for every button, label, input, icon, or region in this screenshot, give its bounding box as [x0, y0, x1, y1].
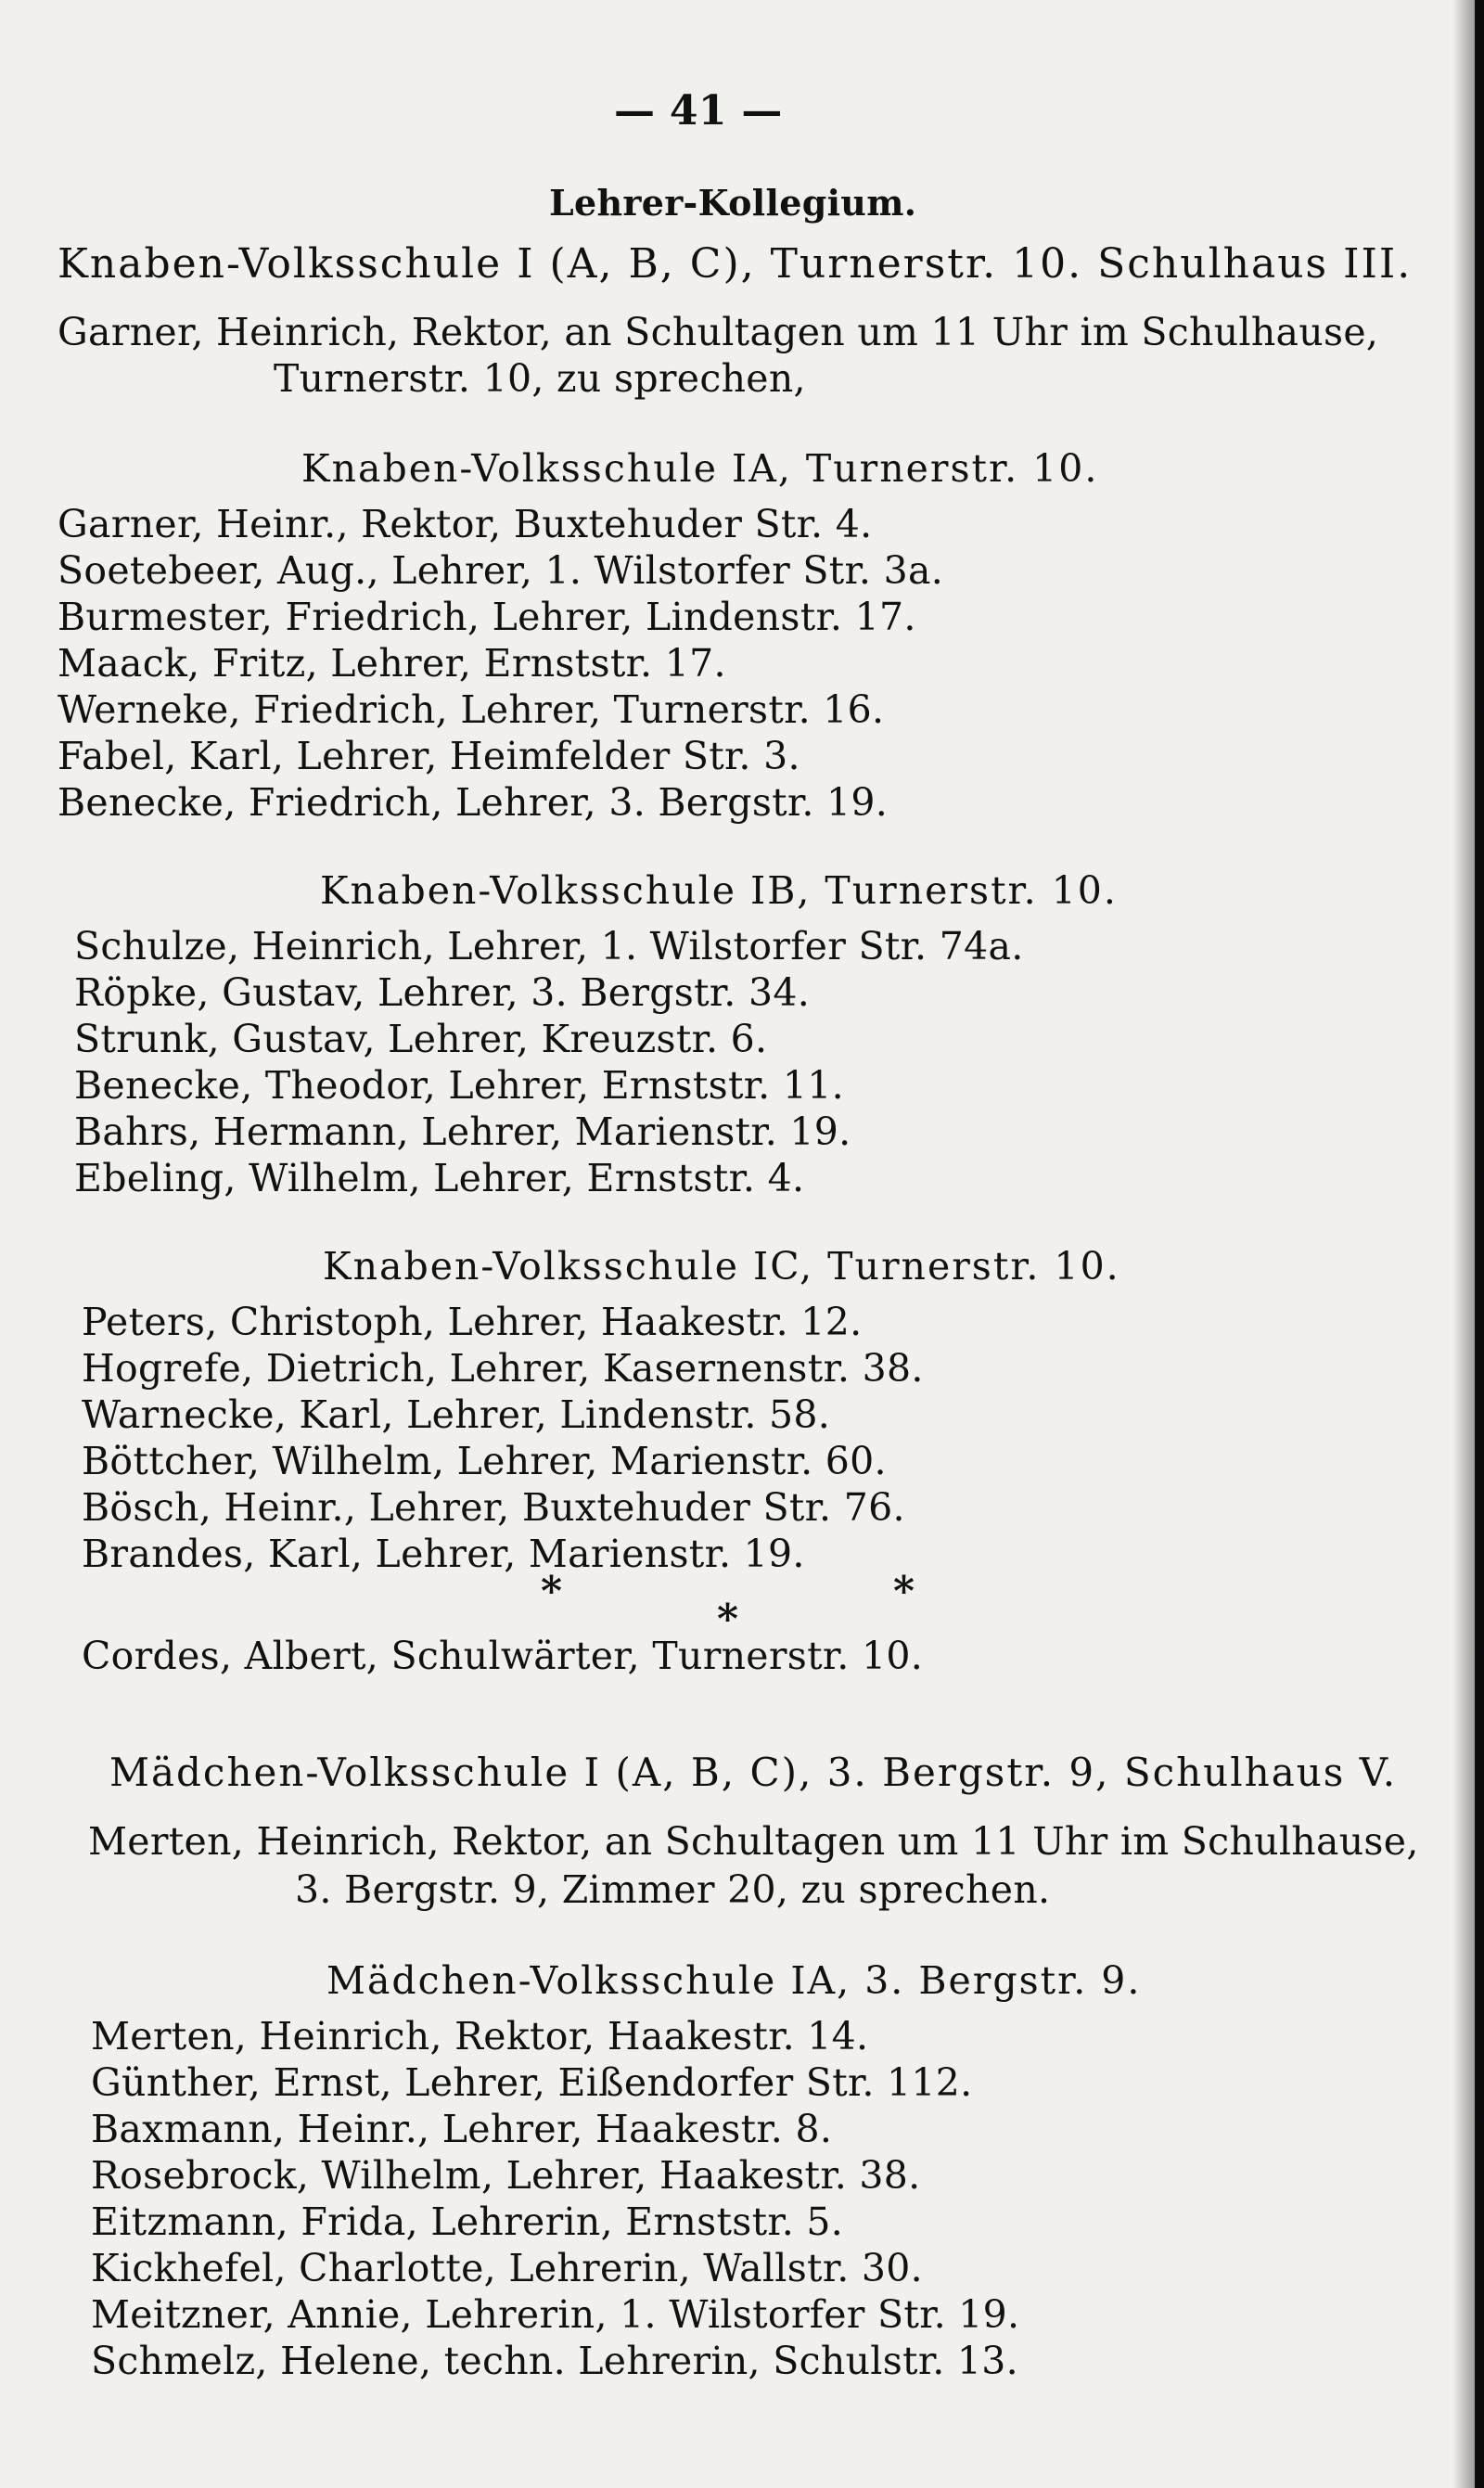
list-item: Strunk, Gustav, Lehrer, Kreuzstr. 6.	[74, 1017, 768, 1061]
list-item: Baxmann, Heinr., Lehrer, Haakestr. 8.	[91, 2107, 833, 2151]
section-title-maedchen: Mädchen-Volksschule I (A, B, C), 3. Bergstr. 9, Schulhaus V.	[109, 1750, 1398, 1795]
rector-line: Turnerstr. 10, zu sprechen,	[274, 356, 806, 401]
list-item: Rosebrock, Wilhelm, Lehrer, Haakestr. 38.	[91, 2153, 921, 2198]
list-item: Kickhefel, Charlotte, Lehrerin, Wallstr. 30.	[91, 2246, 924, 2290]
school-warden: Cordes, Albert, Schulwärter, Turnerstr. 10.	[82, 1634, 924, 1678]
rector-line: Merten, Heinrich, Rektor, an Schultagen um 11 Uhr im Schulhause,	[88, 1819, 1419, 1864]
subsection-title: Knaben-Volksschule IB, Turnerstr. 10.	[320, 868, 1118, 913]
list-item: Fabel, Karl, Lehrer, Heimfelder Str. 3.	[58, 734, 800, 778]
list-item: Bösch, Heinr., Lehrer, Buxtehuder Str. 76.	[82, 1485, 905, 1530]
list-item: Soetebeer, Aug., Lehrer, 1. Wilstorfer Str. 3a.	[58, 548, 944, 593]
list-item: Warnecke, Karl, Lehrer, Lindenstr. 58.	[82, 1392, 831, 1437]
list-item: Benecke, Friedrich, Lehrer, 3. Bergstr. 19.	[58, 780, 889, 825]
list-item: Werneke, Friedrich, Lehrer, Turnerstr. 16.	[58, 687, 885, 732]
separator-star: *	[541, 1568, 563, 1615]
list-item: Böttcher, Wilhelm, Lehrer, Marienstr. 60.	[82, 1439, 887, 1483]
list-item: Bahrs, Hermann, Lehrer, Marienstr. 19.	[74, 1109, 851, 1154]
separator-star: *	[893, 1568, 915, 1615]
page-heading: Lehrer-Kollegium.	[549, 182, 917, 224]
list-item: Garner, Heinr., Rektor, Buxtehuder Str. 4.	[58, 502, 873, 546]
list-item: Maack, Fritz, Lehrer, Ernststr. 17.	[58, 641, 726, 686]
subsection-title: Knaben-Volksschule IC, Turnerstr. 10.	[323, 1244, 1120, 1289]
subsection-title: Mädchen-Volksschule IA, 3. Bergstr. 9.	[326, 1958, 1142, 2003]
list-item: Merten, Heinrich, Rektor, Haakestr. 14.	[91, 2014, 869, 2058]
rector-line: 3. Bergstr. 9, Zimmer 20, zu sprechen.	[295, 1867, 1051, 1912]
list-item: Röpke, Gustav, Lehrer, 3. Bergstr. 34.	[74, 970, 811, 1015]
list-item: Peters, Christoph, Lehrer, Haakestr. 12.	[82, 1300, 863, 1344]
section-title-knaben: Knaben-Volksschule I (A, B, C), Turnerstr. 10. Schulhaus III.	[58, 240, 1413, 288]
list-item: Schmelz, Helene, techn. Lehrerin, Schulstr. 13.	[91, 2339, 1018, 2383]
list-item: Burmester, Friedrich, Lehrer, Lindenstr. 17.	[58, 595, 916, 639]
list-item: Eitzmann, Frida, Lehrerin, Ernststr. 5.	[91, 2199, 844, 2244]
list-item: Meitzner, Annie, Lehrerin, 1. Wilstorfer Str. 19.	[91, 2292, 1020, 2337]
list-item: Schulze, Heinrich, Lehrer, 1. Wilstorfer Str. 74a.	[74, 924, 1024, 968]
subsection-title: Knaben-Volksschule IA, Turnerstr. 10.	[301, 446, 1099, 491]
list-item: Benecke, Theodor, Lehrer, Ernststr. 11.	[74, 1063, 844, 1108]
list-item: Ebeling, Wilhelm, Lehrer, Ernststr. 4.	[74, 1156, 805, 1200]
list-item: Hogrefe, Dietrich, Lehrer, Kasernenstr. 38.	[82, 1346, 924, 1391]
rector-line: Garner, Heinrich, Rektor, an Schultagen um 11 Uhr im Schulhause,	[58, 310, 1379, 354]
list-item: Günther, Ernst, Lehrer, Eißendorfer Str. 112.	[91, 2060, 973, 2105]
separator-star: *	[717, 1596, 739, 1643]
page-number: — 41 —	[614, 87, 783, 135]
list-item: Brandes, Karl, Lehrer, Marienstr. 19.	[82, 1532, 805, 1576]
